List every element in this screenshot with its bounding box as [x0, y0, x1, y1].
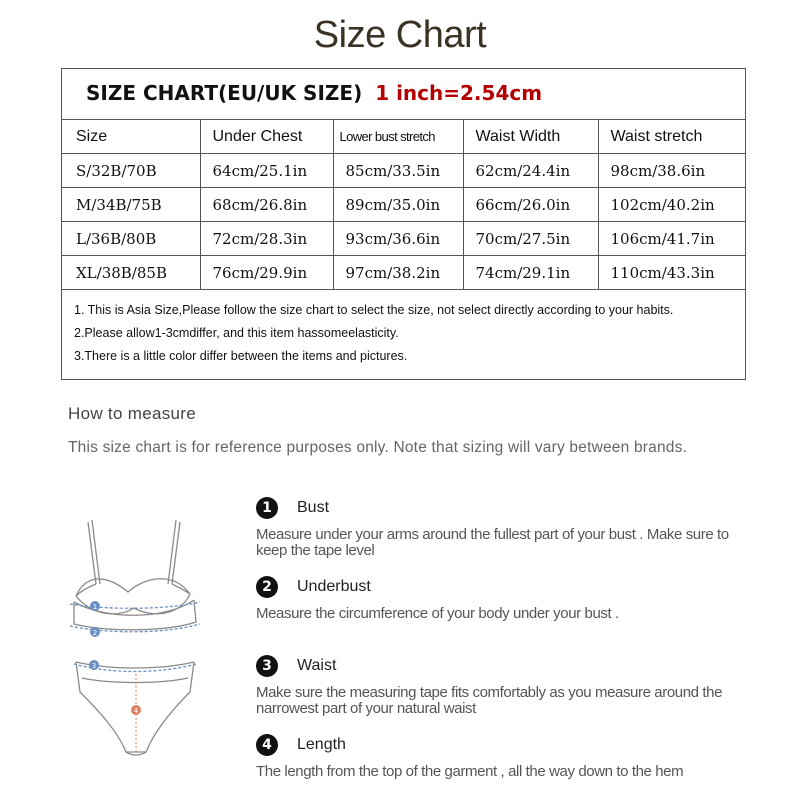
- column-header: Waist Width: [463, 120, 598, 154]
- unit-conversion: 1 inch=2.54cm: [375, 81, 543, 105]
- column-header: Under Chest: [200, 120, 333, 154]
- step-name: Underbust: [297, 578, 371, 595]
- step-description: Measure the circumference of your body under your bust .: [256, 605, 619, 622]
- step-description: Make sure the measuring tape fits comfortably as you measure around the narrowest part of your natural waist: [256, 684, 723, 717]
- table-cell: 62cm/24.4in: [463, 154, 598, 188]
- step-bust: [256, 497, 746, 559]
- table-cell: 64cm/25.1in: [200, 154, 333, 188]
- chart-heading: [86, 81, 542, 105]
- marker-1-label: 1: [92, 603, 98, 611]
- table-cell: 98cm/38.6in: [598, 154, 746, 188]
- table-row: [62, 222, 746, 256]
- marker-4-label: 4: [133, 707, 139, 715]
- step-number-icon: 3: [256, 655, 278, 677]
- table-cell: 74cm/29.1in: [463, 256, 598, 290]
- column-header: Size: [62, 120, 200, 154]
- table-cell: XL/38B/85B: [62, 256, 200, 290]
- table-cell: 102cm/40.2in: [598, 188, 746, 222]
- step-number-icon: 2: [256, 576, 278, 598]
- table-cell: 97cm/38.2in: [333, 256, 463, 290]
- step-number-icon: 4: [256, 734, 278, 756]
- table-cell: 76cm/29.9in: [200, 256, 333, 290]
- marker-3-label: 3: [91, 662, 97, 670]
- step-name: Length: [297, 736, 346, 753]
- brief-illustration: [70, 652, 200, 760]
- step-underbust: [256, 576, 746, 622]
- page-title: Size Chart: [313, 14, 487, 56]
- marker-2-label: 2: [92, 629, 98, 637]
- step-number-icon: 1: [256, 497, 278, 519]
- table-row: [62, 256, 746, 290]
- size-chart: [61, 68, 746, 380]
- table-cell: 93cm/36.6in: [333, 222, 463, 256]
- table-cell: 85cm/33.5in: [333, 154, 463, 188]
- table-cell: 66cm/26.0in: [463, 188, 598, 222]
- column-header: Waist stretch: [598, 120, 746, 154]
- table-row: [62, 154, 746, 188]
- table-cell: 70cm/27.5in: [463, 222, 598, 256]
- chart-notes: [74, 299, 673, 368]
- chart-heading-text: SIZE CHART(EU/UK SIZE): [86, 81, 363, 105]
- table-cell: 89cm/35.0in: [333, 188, 463, 222]
- table-cell: 68cm/26.8in: [200, 188, 333, 222]
- step-description: The length from the top of the garment , all the way down to the hem: [256, 763, 684, 780]
- table-cell: 110cm/43.3in: [598, 256, 746, 290]
- note-item: 1. This is Asia Size,Please follow the size chart to select the size, not select directly according to your habits.: [74, 303, 674, 317]
- table-row: [62, 188, 746, 222]
- table-cell: L/36B/80B: [62, 222, 200, 256]
- table-cell: M/34B/75B: [62, 188, 200, 222]
- how-to-measure-title: How to measure: [68, 404, 196, 423]
- size-table: [62, 119, 746, 290]
- step-length: [256, 734, 746, 780]
- sizing-disclaimer: This size chart is for reference purposes only. Note that sizing will vary between brands.: [68, 439, 688, 456]
- table-cell: 72cm/28.3in: [200, 222, 333, 256]
- step-waist: [256, 655, 746, 717]
- table-cell: 106cm/41.7in: [598, 222, 746, 256]
- table-cell: S/32B/70B: [62, 154, 200, 188]
- step-description: Measure under your arms around the fullest part of your bust . Make sure to keep the tape level: [256, 526, 729, 559]
- note-item: 2.Please allow1-3cmdiffer, and this item hassomeelasticity.: [74, 326, 399, 340]
- bra-illustration: [66, 514, 206, 644]
- step-name: Bust: [297, 499, 330, 516]
- table-header-row: [62, 120, 746, 154]
- note-item: 3.There is a little color differ between the items and pictures.: [74, 349, 408, 363]
- step-name: Waist: [297, 657, 337, 674]
- column-header: Lower bust stretch: [333, 120, 463, 154]
